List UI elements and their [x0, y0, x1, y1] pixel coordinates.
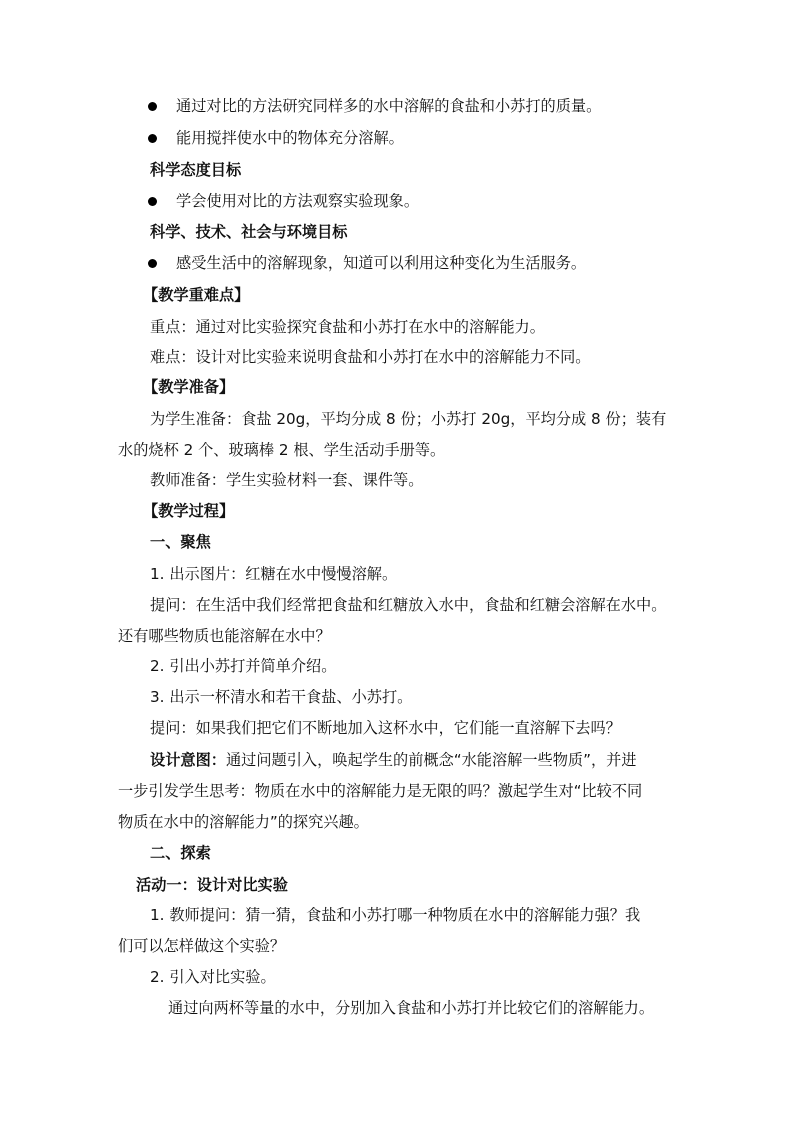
activity-heading: 活动一：设计对比实验: [136, 876, 288, 894]
paragraph: 一步引发学生思考：物质在水中的溶解能力是无限的吗？激起学生对“比较不同: [118, 782, 643, 800]
section-heading: 【教学过程】: [143, 502, 235, 520]
section-heading: 二、探索: [150, 844, 211, 862]
section-heading: 【教学准备】: [143, 378, 235, 396]
bullet-icon: [148, 197, 157, 206]
paragraph: 2. 引入对比实验。: [150, 968, 276, 986]
bullet-icon: [148, 134, 157, 143]
design-intent-label: 设计意图：: [150, 751, 226, 769]
paragraph: 通过向两杯等量的水中，分别加入食盐和小苏打并比较它们的溶解能力。: [168, 999, 654, 1017]
section-heading: 科学态度目标: [150, 161, 242, 179]
paragraph: 物质在水中的溶解能力”的探究兴趣。: [118, 813, 369, 831]
objective-item: 感受生活中的溶解现象，知道可以利用这种变化为生活服务。: [176, 254, 587, 272]
paragraph: 2. 引出小苏打并简单介绍。: [150, 657, 337, 675]
paragraph: 1. 出示图片：红糖在水中慢慢溶解。: [150, 565, 398, 583]
bullet-icon: [148, 102, 157, 111]
bullet-icon: [148, 259, 157, 268]
paragraph: 为学生准备：食盐 20g，平均分成 8 份；小苏打 20g，平均分成 8 份；装有: [150, 410, 667, 428]
objective-item: 能用搅拌使水中的物体充分溶解。: [176, 129, 404, 147]
section-heading: 科学、技术、社会与环境目标: [150, 223, 348, 241]
section-heading: 【教学重难点】: [143, 286, 250, 304]
paragraph: 提问：如果我们把它们不断地加入这杯水中，它们能一直溶解下去吗？: [150, 719, 621, 737]
paragraph: 教师准备：学生实验材料一套、课件等。: [150, 471, 424, 489]
paragraph: 还有哪些物质也能溶解在水中？: [118, 627, 331, 645]
paragraph: 们可以怎样做这个实验？: [118, 937, 286, 955]
design-intent: [150, 750, 637, 770]
objective-item: 通过对比的方法研究同样多的水中溶解的食盐和小苏打的质量。: [176, 97, 602, 115]
section-heading: 一、聚焦: [150, 533, 211, 551]
paragraph: 3. 出示一杯清水和若干食盐、小苏打。: [150, 688, 413, 706]
paragraph: 1. 教师提问：猜一猜，食盐和小苏打哪一种物质在水中的溶解能力强？我: [150, 906, 641, 924]
paragraph: 重点：通过对比实验探究食盐和小苏打在水中的溶解能力。: [150, 318, 545, 336]
paragraph: 提问：在生活中我们经常把食盐和红糖放入水中，食盐和红糖会溶解在水中。: [150, 596, 667, 614]
objective-item: 学会使用对比的方法观察实验现象。: [176, 192, 419, 210]
paragraph: 水的烧杯 2 个、玻璃棒 2 根、学生活动手册等。: [118, 441, 446, 459]
paragraph: 难点：设计对比实验来说明食盐和小苏打在水中的溶解能力不同。: [150, 348, 591, 366]
design-intent-text: 通过问题引入，唤起学生的前概念“水能溶解一些物质”，并进: [225, 751, 637, 769]
